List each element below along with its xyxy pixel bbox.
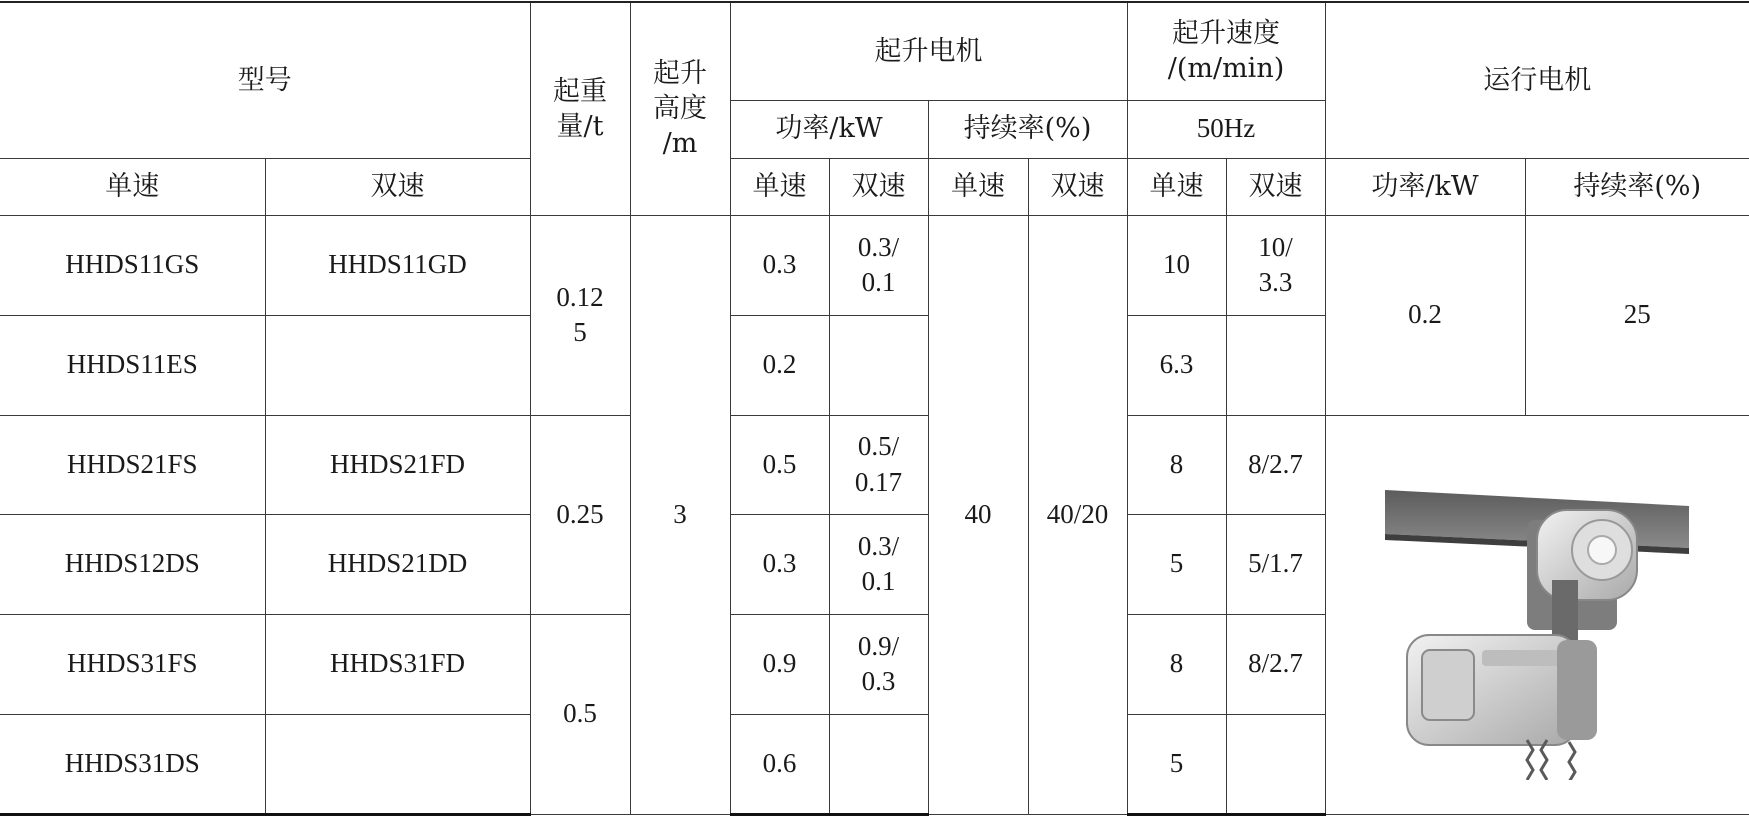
speed-double-cell: 8/2.7 bbox=[1226, 614, 1325, 714]
power-single-cell: 0.3 bbox=[730, 215, 829, 315]
speed-single-cell: 5 bbox=[1127, 514, 1226, 614]
model-single-header: 单速 bbox=[0, 158, 265, 215]
capacity-cell: 0.25 bbox=[530, 415, 630, 614]
speed-single-cell: 8 bbox=[1127, 614, 1226, 714]
hoist-duty-header: 持续率(%) bbox=[928, 100, 1127, 158]
power-double-cell: 0.3/ 0.1 bbox=[829, 215, 928, 315]
speed-single-cell: 8 bbox=[1127, 415, 1226, 514]
hoist-spec-table bbox=[0, 1, 1749, 816]
capacity-cell: 0.12 5 bbox=[530, 215, 630, 415]
power-double-cell bbox=[829, 315, 928, 415]
power-single-cell: 0.3 bbox=[730, 514, 829, 614]
travel-duty-cell: 25 bbox=[1525, 215, 1749, 415]
double-model-cell: HHDS11GD bbox=[265, 215, 530, 315]
single-model-cell: HHDS11ES bbox=[0, 315, 265, 415]
capacity-header: 起重 量/t bbox=[530, 2, 630, 215]
hoist-speed-header: 起升速度 /(m/min) bbox=[1127, 2, 1325, 100]
speed-single-cell: 5 bbox=[1127, 714, 1226, 814]
hoist-motor-header: 起升电机 bbox=[730, 2, 1127, 100]
duty-single-header: 单速 bbox=[928, 158, 1028, 215]
power-single-cell: 0.2 bbox=[730, 315, 829, 415]
hoist-power-header: 功率/kW bbox=[730, 100, 928, 158]
power-single-cell: 0.9 bbox=[730, 614, 829, 714]
single-model-cell: HHDS21FS bbox=[0, 415, 265, 514]
single-model-cell: HHDS31DS bbox=[0, 714, 265, 814]
speed-double-cell: 8/2.7 bbox=[1226, 415, 1325, 514]
power-double-cell: 0.5/ 0.17 bbox=[829, 415, 928, 514]
double-model-cell: HHDS31FD bbox=[265, 614, 530, 714]
model-header: 型号 bbox=[0, 2, 530, 158]
model-double-header: 双速 bbox=[265, 158, 530, 215]
speed-double-cell: 10/ 3.3 bbox=[1226, 215, 1325, 315]
power-single-header: 单速 bbox=[730, 158, 829, 215]
speed-double-cell bbox=[1226, 315, 1325, 415]
travel-motor-header: 运行电机 bbox=[1325, 2, 1749, 158]
duty-single-cell: 40 bbox=[928, 215, 1028, 814]
power-double-cell bbox=[829, 714, 928, 814]
speed-single-header: 单速 bbox=[1127, 158, 1226, 215]
lift-height-cell: 3 bbox=[630, 215, 730, 814]
single-model-cell: HHDS12DS bbox=[0, 514, 265, 614]
duty-double-cell: 40/20 bbox=[1028, 215, 1127, 814]
single-model-cell: HHDS31FS bbox=[0, 614, 265, 714]
speed-double-header: 双速 bbox=[1226, 158, 1325, 215]
power-double-header: 双速 bbox=[829, 158, 928, 215]
double-model-cell: HHDS21DD bbox=[265, 514, 530, 614]
power-double-cell: 0.3/ 0.1 bbox=[829, 514, 928, 614]
travel-duty-header: 持续率(%) bbox=[1525, 158, 1749, 215]
hoist-photo-cell bbox=[1325, 415, 1749, 814]
speed-single-cell: 6.3 bbox=[1127, 315, 1226, 415]
power-double-cell: 0.9/ 0.3 bbox=[829, 614, 928, 714]
capacity-cell: 0.5 bbox=[530, 614, 630, 814]
frequency-header: 50Hz bbox=[1127, 100, 1325, 158]
power-single-cell: 0.5 bbox=[730, 415, 829, 514]
single-model-cell: HHDS11GS bbox=[0, 215, 265, 315]
lift-height-header: 起升 高度 /m bbox=[630, 2, 730, 215]
travel-power-cell: 0.2 bbox=[1325, 215, 1525, 415]
double-model-cell: HHDS21FD bbox=[265, 415, 530, 514]
speed-double-cell bbox=[1226, 714, 1325, 814]
speed-single-cell: 10 bbox=[1127, 215, 1226, 315]
travel-power-header: 功率/kW bbox=[1325, 158, 1525, 215]
electric-chain-hoist-photo bbox=[1377, 450, 1697, 780]
double-model-cell bbox=[265, 315, 530, 415]
duty-double-header: 双速 bbox=[1028, 158, 1127, 215]
power-single-cell: 0.6 bbox=[730, 714, 829, 814]
speed-double-cell: 5/1.7 bbox=[1226, 514, 1325, 614]
double-model-cell bbox=[265, 714, 530, 814]
